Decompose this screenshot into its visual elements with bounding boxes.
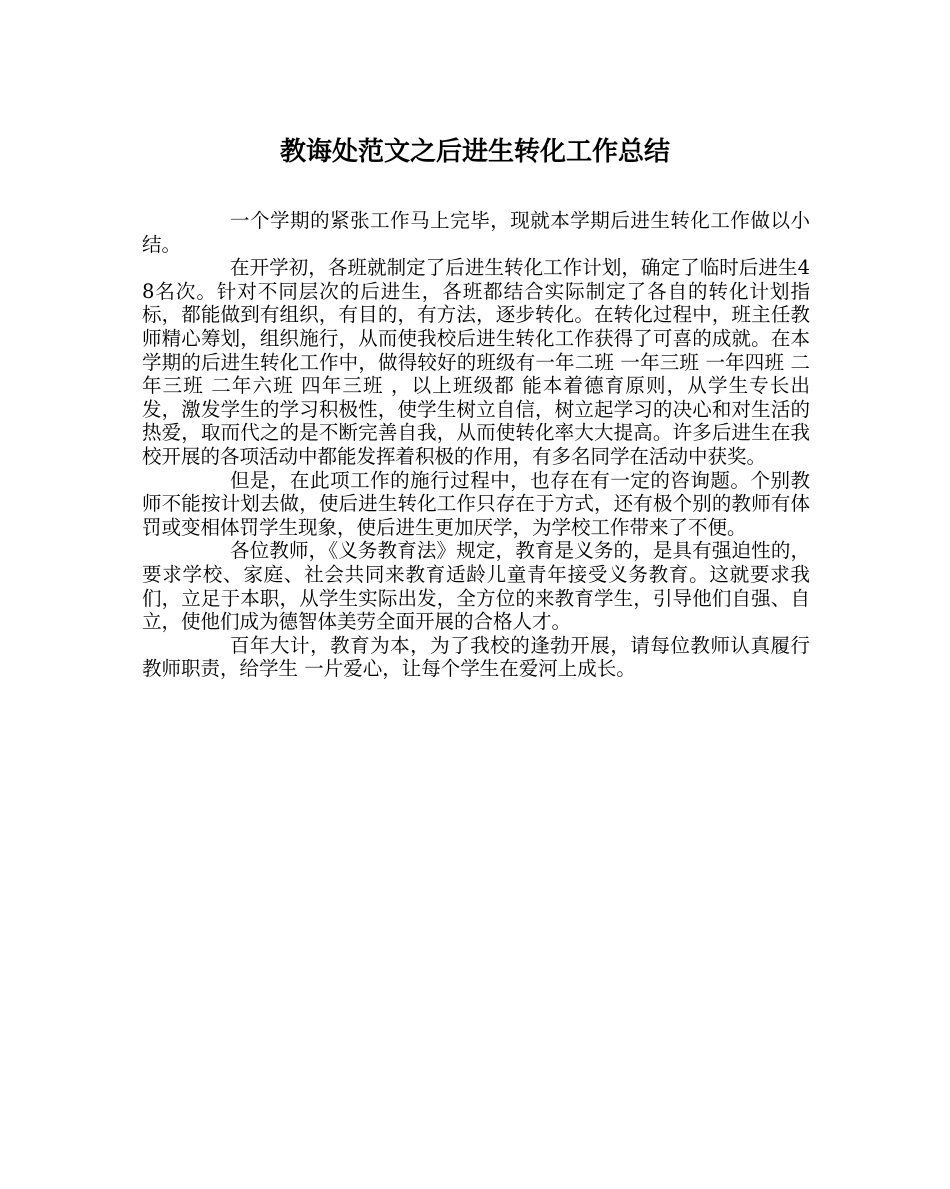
document-body: [142, 209, 810, 681]
paragraph-achievements: 在开学初，各班就制定了后进生转化工作计划，确定了临时后进生48名次。针对不同层次的后进生，各班都结合实际制定了各自的转化计划指标，都能做到有组织，有目的，有方法，逐步转化。在转化过程中，班主任教师精心筹划，组织施行，从而使我校后进生转化工作获得了可喜的成就。在本学期的后进生转化工作中，做得较好的班级有一年二班 一年三班 一年四班 二年三班 二年六班 四年三班 ，以上班级都 能本着德育原则，从学生专长出发，激发学生的学习积极性，使学生树立自信，树立起学习的决心和对生活的热爱，取而代之的是不断完善自我，从而使转化率大大提高。许多后进生在我校开展的各项活动中都能发挥着积极的作用，有多名同学在活动中获奖。: [142, 256, 810, 468]
paragraph-problems: 但是，在此项工作的施行过程中，也存在有一定的咨询题。个别教师不能按计划去做，使后进生转化工作只存在于方式，还有极个别的教师有体罚或变相体罚学生现象，使后进生更加厌学，为学校工作带来了不便。: [142, 468, 810, 539]
paragraph-intro: 一个学期的紧张工作马上完毕，现就本学期后进生转化工作做以小结。: [142, 209, 810, 256]
document-title: 教诲处范文之后进生转化工作总结: [279, 137, 670, 167]
paragraph-requirements: 各位教师，《义务教育法》规定，教育是义务的，是具有强迫性的，要求学校、家庭、社会共同来教育适龄儿童青年接受义务教育。这就要求我们，立足于本职，从学生实际出发，全方位的来教育学生，引导他们自强、自立，使他们成为德智体美劳全面开展的合格人才。: [142, 539, 810, 634]
paragraph-conclusion: 百年大计，教育为本，为了我校的逢勃开展，请每位教师认真履行教师职责，给学生 一片爱心，让每个学生在爱河上成长。: [142, 633, 810, 681]
